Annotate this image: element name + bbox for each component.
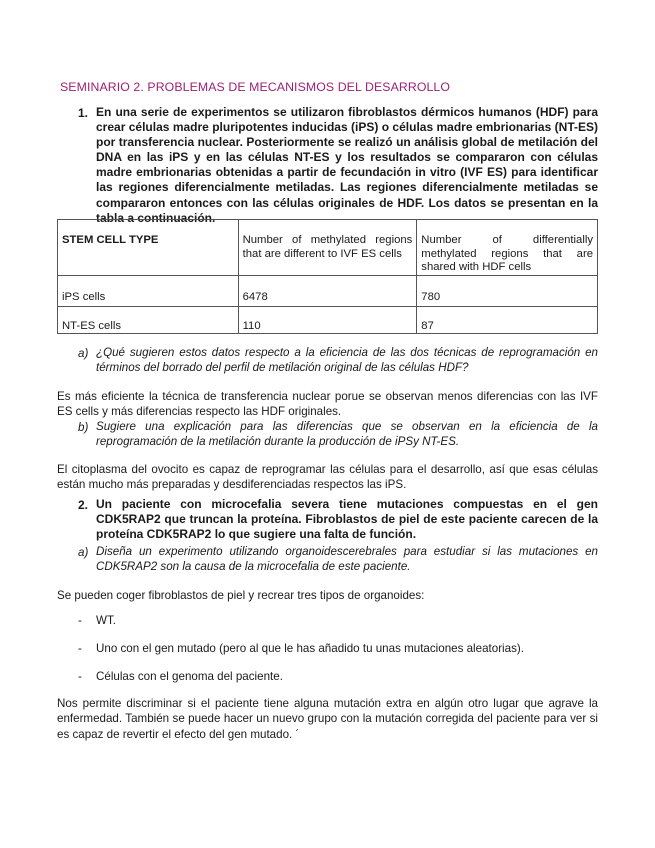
bullet-dash: - [78,642,82,655]
table-cell: NT-ES cells [58,306,239,334]
question-1-text: En una serie de experimentos se utilizaron fibroblastos dérmicos humanos (HDF) para crear células madre pluripotentes inducidas (iPS) o células madre embrionarias (NT-ES) por transferencia nuclear. Posteriormente se realizó un análisis global de metilación del DNA en las iPS y en las células NT-ES y los resultados se compararon con células madre embrionarias obtenidas a partir de fecundación in vitro (IVF ES) para identificar las regiones diferencialmente metiladas. Las regiones diferencialmente metiladas se compararon entonces con las células originales de HDF. Los datos se presentan en la tabla a continuación. [96,105,598,225]
table-header-cell: Number of methylated regions that are different to IVF ES cells [238,220,417,276]
bullet-item: Células con el genoma del paciente. [96,670,283,683]
table-cell: 87 [417,306,598,334]
table-cell: iPS cells [58,275,239,306]
table-header-cell: Number of differentially methylated regions that are shared with HDF cells [417,220,598,276]
bullet-dash: - [78,670,82,683]
page-title: SEMINARIO 2. PROBLEMAS DE MECANISMOS DEL DESARROLLO [60,80,451,94]
question-1a-letter: a) [78,347,89,360]
answer-1b: El citoplasma del ovocito es capaz de reprogramar las células para el desarrollo, así que esas células están mucho más preparadas y desdiferenciadas respectos las iPS. [57,463,598,492]
question-1a-text: ¿Qué sugieren estos datos respecto a la eficiencia de las dos técnicas de reprogramación en términos del borrado del perfil de metilación original de las células HDF? [96,346,598,374]
question-2-number: 2. [78,498,89,512]
table-header-row [58,220,598,276]
question-1b-letter: b) [78,421,89,434]
bullet-item: WT. [96,614,116,627]
bullet-dash: - [78,614,82,627]
question-2a-letter: a) [78,546,89,559]
table-row [58,275,598,306]
table-cell: 6478 [238,275,417,306]
bullet-item: Uno con el gen mutado (pero al que le has añadido tu unas mutaciones aleatorias). [96,642,524,655]
methylation-table [57,219,598,334]
answer-2a-final: Nos permite discriminar si el paciente tiene alguna mutación extra en algún otro lugar que agrave la enfermedad. También se puede hacer un nuevo grupo con la mutación corregida del paciente para ver si es capaz de revertir el efecto del gen mutado. ´ [57,697,598,741]
answer-2a-intro: Se pueden coger fibroblastos de piel y recrear tres tipos de organoides: [57,589,425,602]
question-1-number: 1. [78,106,89,120]
table-cell: 780 [417,275,598,306]
question-2-text: Un paciente con microcefalia severa tiene mutaciones compuestas en el gen CDK5RAP2 que truncan la proteína. Fibroblastos de piel de este paciente carecen de la proteína CDK5RAP2 lo que sugiere una falta de función. [96,497,598,542]
question-2a-text: Diseña un experimento utilizando organoidescerebrales para estudiar si las mutaciones en CDK5RAP2 son la causa de la microcefalia de este paciente. [96,545,598,573]
table-header-cell: STEM CELL TYPE [58,220,239,276]
question-1b-text: Sugiere una explicación para las diferencias que se observan en la eficiencia de la reprogramación de la metilación durante la producción de iPSy NT-ES. [96,420,598,448]
table-cell: 110 [238,306,417,334]
table-row [58,306,598,334]
answer-1a: Es más eficiente la técnica de transferencia nuclear porue se observan menos diferencias con las IVF ES cells y más diferencias respecto las HDF originales. [57,390,598,419]
